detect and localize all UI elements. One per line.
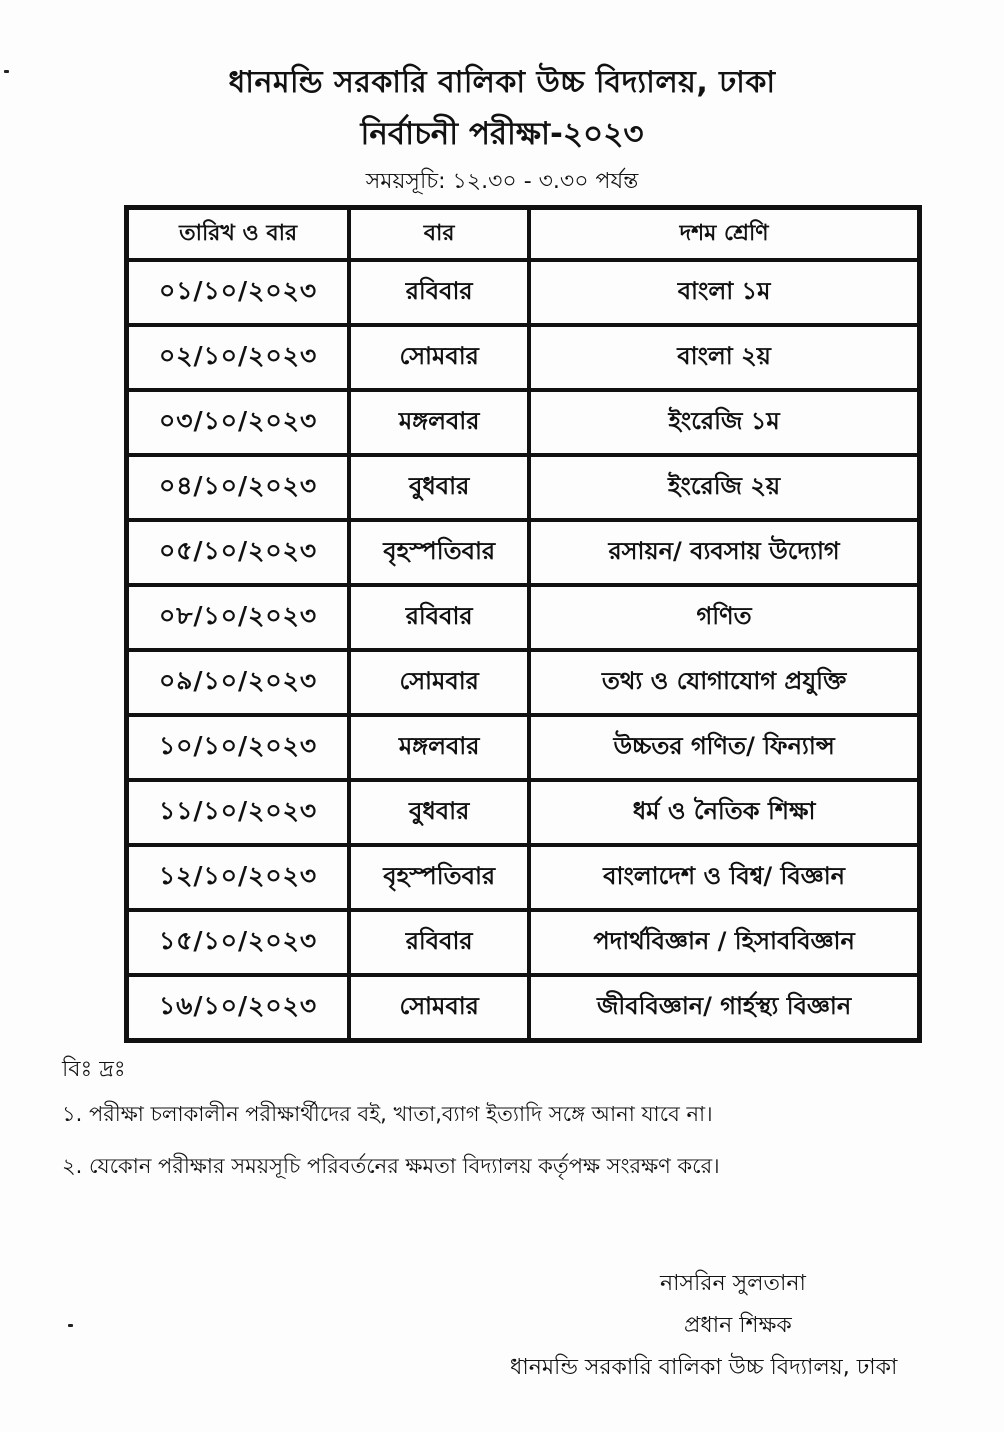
row-date: ০৯/১০/২০২৩ bbox=[127, 650, 349, 715]
table-row bbox=[127, 325, 919, 390]
row-date: ০৮/১০/২০২৩ bbox=[127, 585, 349, 650]
row-date: ১০/১০/২০২৩ bbox=[127, 715, 349, 780]
table-row bbox=[127, 260, 919, 325]
row-day: রবিবার bbox=[349, 585, 529, 650]
schedule-table bbox=[124, 205, 922, 1043]
row-date: ০১/১০/২০২৩ bbox=[127, 260, 349, 325]
row-subject: বাংলাদেশ ও বিশ্ব/ বিজ্ঞান bbox=[529, 845, 919, 910]
table-row bbox=[127, 780, 919, 845]
row-day: বৃহস্পতিবার bbox=[349, 845, 529, 910]
row-day: সোমবার bbox=[349, 975, 529, 1040]
row-day: রবিবার bbox=[349, 260, 529, 325]
row-subject: পদার্থবিজ্ঞান / হিসাববিজ্ঞান bbox=[529, 910, 919, 975]
row-subject: ইংরেজি ২য় bbox=[529, 455, 919, 520]
row-date: ০৩/১০/২০২৩ bbox=[127, 390, 349, 455]
row-subject: উচ্চতর গণিত/ ফিন্যান্স bbox=[529, 715, 919, 780]
row-day: বুধবার bbox=[349, 780, 529, 845]
row-subject: বাংলা ২য় bbox=[529, 325, 919, 390]
row-day: মঙ্গলবার bbox=[349, 390, 529, 455]
table-header-row bbox=[127, 208, 919, 260]
exam-time: সময়সূচি: ১২.৩০ - ৩.৩০ পর্যন্ত bbox=[365, 169, 639, 194]
table-row bbox=[127, 650, 919, 715]
scan-speck bbox=[68, 1324, 73, 1327]
row-subject: ধর্ম ও নৈতিক শিক্ষা bbox=[529, 780, 919, 845]
table-row bbox=[127, 455, 919, 520]
table-row bbox=[127, 520, 919, 585]
row-date: ১৫/১০/২০২৩ bbox=[127, 910, 349, 975]
table-row bbox=[127, 910, 919, 975]
table-row bbox=[127, 715, 919, 780]
row-day: রবিবার bbox=[349, 910, 529, 975]
row-subject: বাংলা ১ম bbox=[529, 260, 919, 325]
row-subject: রসায়ন/ ব্যবসায় উদ্যোগ bbox=[529, 520, 919, 585]
header-class: দশম শ্রেণি bbox=[529, 208, 919, 260]
scan-speck bbox=[4, 70, 9, 73]
note-item: ১. পরীক্ষা চলাকালীন পরীক্ষার্থীদের বই, খাতা,ব্যাগ ইত্যাদি সঙ্গে আনা যাবে না। bbox=[62, 1102, 713, 1126]
row-subject: গণিত bbox=[529, 585, 919, 650]
table-row bbox=[127, 845, 919, 910]
row-date: ০২/১০/২০২৩ bbox=[127, 325, 349, 390]
row-subject: জীববিজ্ঞান/ গার্হস্থ্য বিজ্ঞান bbox=[529, 975, 919, 1040]
signatory-name: নাসরিন সুলতানা bbox=[660, 1271, 806, 1296]
row-day: সোমবার bbox=[349, 650, 529, 715]
header-day: বার bbox=[349, 208, 529, 260]
schedule-table-wrapper bbox=[124, 205, 922, 1043]
row-day: সোমবার bbox=[349, 325, 529, 390]
table-row bbox=[127, 390, 919, 455]
header-date: তারিখ ও বার bbox=[127, 208, 349, 260]
signatory-school: ধানমন্ডি সরকারি বালিকা উচ্চ বিদ্যালয়, ঢাকা bbox=[510, 1355, 898, 1380]
note-item: ২. যেকোন পরীক্ষার সময়সূচি পরিবর্তনের ক্ষমতা বিদ্যালয় কর্তৃপক্ষ সংরক্ষণ করে। bbox=[62, 1154, 720, 1178]
exam-title: নির্বাচনী পরীক্ষা-২০২৩ bbox=[360, 116, 644, 152]
row-date: ১৬/১০/২০২৩ bbox=[127, 975, 349, 1040]
row-date: ১১/১০/২০২৩ bbox=[127, 780, 349, 845]
row-date: ০৪/১০/২০২৩ bbox=[127, 455, 349, 520]
notes-heading: বিঃ দ্রঃ bbox=[62, 1057, 126, 1082]
row-date: ০৫/১০/২০২৩ bbox=[127, 520, 349, 585]
row-subject: তথ্য ও যোগাযোগ প্রযুক্তি bbox=[529, 650, 919, 715]
row-date: ১২/১০/২০২৩ bbox=[127, 845, 349, 910]
table-row bbox=[127, 975, 919, 1040]
row-day: বুধবার bbox=[349, 455, 529, 520]
row-subject: ইংরেজি ১ম bbox=[529, 390, 919, 455]
table-row bbox=[127, 585, 919, 650]
row-day: মঙ্গলবার bbox=[349, 715, 529, 780]
signatory-role: প্রধান শিক্ষক bbox=[684, 1313, 792, 1338]
school-title: ধানমন্ডি সরকারি বালিকা উচ্চ বিদ্যালয়, ঢাকা bbox=[228, 65, 776, 100]
row-day: বৃহস্পতিবার bbox=[349, 520, 529, 585]
